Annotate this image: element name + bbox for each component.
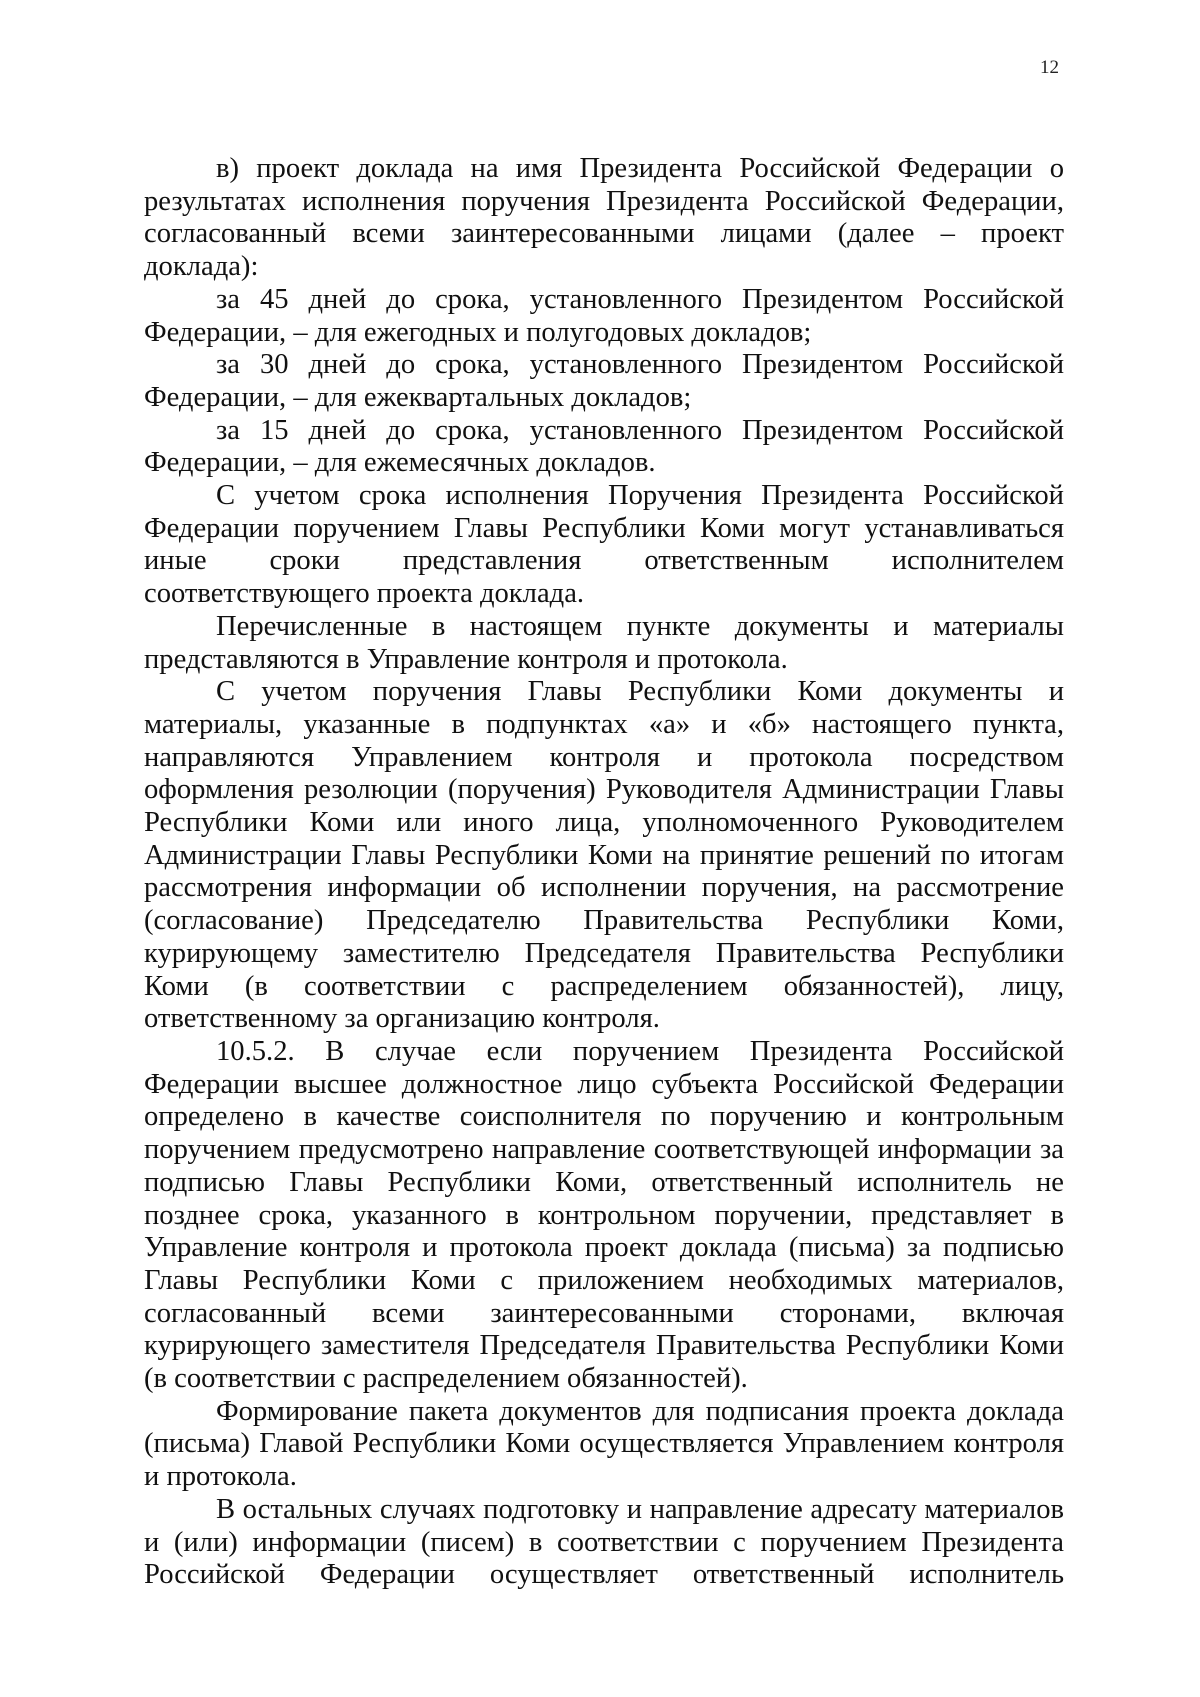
paragraph-draft-report: в) проект доклада на имя Президента Российской Федерации о результатах исполнения поручения Президента Российской Федерации, согласованный всеми заинтересованными лицами (далее – проект доклада):: [144, 153, 1064, 283]
paragraph-30-days: за 30 дней до срока, установленного Президентом Российской Федерации, – для ежеквартальных докладов;: [144, 349, 1064, 413]
paragraph-other-deadlines: С учетом срока исполнения Поручения Президента Российской Федерации поручением Главы Республики Коми могут устанавливаться иные сроки представления ответственным исполнителем соответствующего проекта доклада.: [144, 480, 1064, 610]
paragraph-10-5-2: 10.5.2. В случае если поручением Президента Российской Федерации высшее должностное лицо субъекта Российской Федерации определено в качестве соисполнителя по поручению и контрольным поручением предусмотрено направление соответствующей информации за подписью Главы Республики Коми, ответственный исполнитель не позднее срока, указанного в контрольном поручении, представляет в Управление контроля и протокола проект доклада (письма) за подписью Главы Республики Коми с приложением необходимых материалов, согласованный всеми заинтересованными сторонами, включая курирующего заместителя Председателя Правительства Республики Коми (в соответствии с распределением обязанностей).: [144, 1035, 1064, 1395]
paragraph-package-formation: Формирование пакета документов для подписания проекта доклада (письма) Главой Республики Коми осуществляется Управлением контроля и протокола.: [144, 1395, 1064, 1493]
document-body: [144, 153, 1064, 1592]
paragraph-resolution: С учетом поручения Главы Республики Коми документы и материалы, указанные в подпунктах «а» и «б» настоящего пункта, направляются Управлением контроля и протокола посредством оформления резолюции (поручения) Руководителя Администрации Главы Республики Коми или иного лица, уполномоченного Руководителем Администрации Главы Республики Коми на принятие решений по итогам рассмотрения информации об исполнении поручения, на рассмотрение (согласование) Председателю Правительства Республики Коми, курирующему заместителю Председателя Правительства Республики Коми (в соответствии с распределением обязанностей), лицу, ответственному за организацию контроля.: [144, 676, 1064, 1035]
paragraph-submission: Перечисленные в настоящем пункте документы и материалы представляются в Управление контроля и протокола.: [144, 610, 1064, 675]
paragraph-45-days: за 45 дней до срока, установленного Президентом Российской Федерации, – для ежегодных и полугодовых докладов;: [144, 283, 1064, 348]
paragraph-15-days: за 15 дней до срока, установленного Президентом Российской Федерации, – для ежемесячных докладов.: [144, 414, 1064, 479]
page-number: 12: [1040, 57, 1059, 78]
paragraph-other-cases: В остальных случаях подготовку и направление адресату материалов и (или) информации (писем) в соответствии с поручением Президента Российской Федерации осуществляет ответственный исполнитель: [144, 1493, 1064, 1591]
